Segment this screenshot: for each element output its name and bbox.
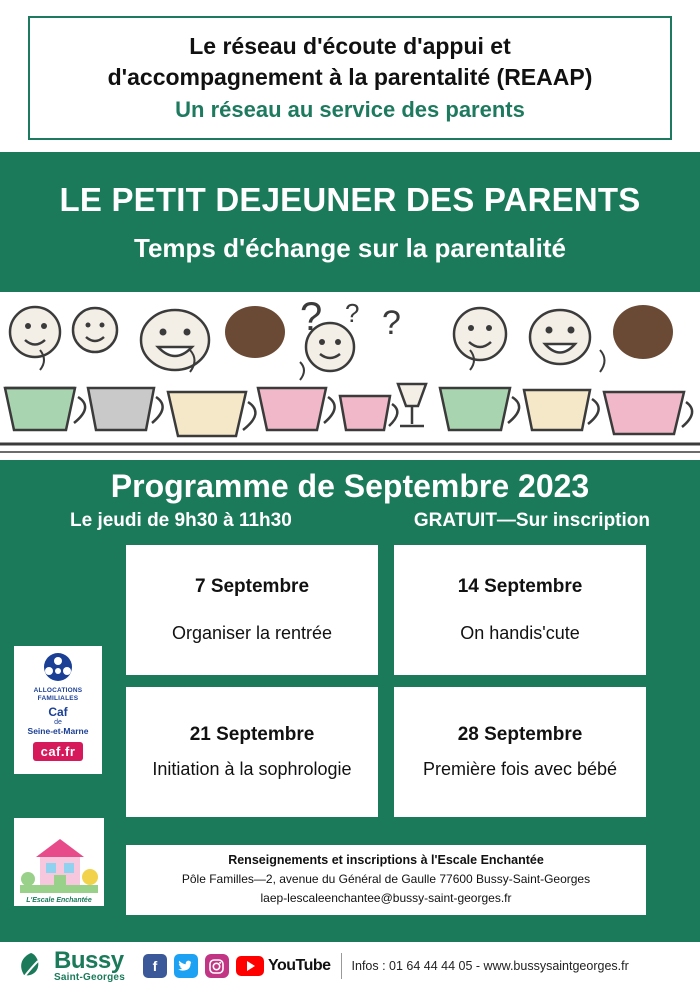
caf-label: Caf bbox=[48, 705, 68, 720]
session-date: 14 Septembre bbox=[457, 575, 583, 597]
session-card bbox=[126, 687, 378, 817]
session-date: 7 Septembre bbox=[194, 575, 310, 597]
session-date: 28 Septembre bbox=[457, 723, 583, 745]
caf-emblem-icon bbox=[36, 651, 80, 687]
footer-infos: Infos : 01 64 44 44 05 - www.bussysaintgeorges.fr bbox=[351, 959, 629, 973]
youtube-link[interactable] bbox=[236, 956, 331, 976]
title-band bbox=[0, 152, 700, 292]
contact-email[interactable]: laep-lescaleenchantee@bussy-saint-georges.fr bbox=[260, 891, 512, 906]
header-box bbox=[28, 16, 672, 140]
city-name: Bussy bbox=[54, 947, 124, 974]
contact-address: Pôle Familles—2, avenue du Général de Gaulle 77600 Bussy-Saint-Georges bbox=[181, 872, 591, 887]
session-date: 21 Septembre bbox=[189, 723, 315, 745]
contact-title: Renseignements et inscriptions à l'Escale Enchantée bbox=[228, 853, 544, 868]
session-topic: Organiser la rentrée bbox=[171, 623, 333, 644]
illustration-svg bbox=[0, 292, 700, 460]
header-subtitle: Un réseau au service des parents bbox=[175, 97, 525, 123]
svg-text:?: ? bbox=[345, 298, 360, 328]
caf-url-badge[interactable]: caf.fr bbox=[33, 742, 84, 761]
session-card bbox=[126, 545, 378, 675]
facebook-glyph: f bbox=[152, 958, 158, 974]
twitter-bird-glyph bbox=[178, 960, 193, 973]
session-card bbox=[394, 545, 646, 675]
bussy-leaf-icon bbox=[14, 949, 48, 983]
program-info-row bbox=[70, 510, 650, 532]
youtube-label: YouTube bbox=[267, 957, 331, 974]
caf-allocations-label: ALLOCATIONS FAMILIALES bbox=[33, 687, 83, 703]
poster-title: LE PETIT DEJEUNER DES PARENTS bbox=[59, 180, 641, 218]
session-topic: On handis'cute bbox=[460, 623, 580, 644]
caf-departement-label: Seine-et-Marne bbox=[27, 726, 89, 737]
session-card bbox=[394, 687, 646, 817]
instagram-glyph bbox=[209, 959, 224, 974]
sessions-grid bbox=[126, 545, 646, 817]
city-subname: Saint-Georges bbox=[54, 972, 125, 983]
coffee-cups-illustration bbox=[0, 292, 700, 460]
program-section bbox=[0, 460, 700, 942]
house-illustration-icon bbox=[16, 827, 102, 897]
header-line-2: d'accompagnement à la parentalité (REAAP) bbox=[107, 63, 593, 90]
header-line-1: Le réseau d'écoute d'appui et bbox=[189, 33, 511, 60]
facebook-icon[interactable] bbox=[143, 954, 167, 978]
instagram-icon[interactable] bbox=[205, 954, 229, 978]
caf-de-label: de bbox=[54, 719, 62, 727]
caf-logo bbox=[14, 646, 102, 774]
escale-caption: L'Escale Enchantée bbox=[26, 897, 92, 904]
twitter-icon[interactable] bbox=[174, 954, 198, 978]
poster-subtitle: Temps d'échange sur la parentalité bbox=[134, 232, 566, 263]
escale-enchantee-logo bbox=[14, 818, 104, 906]
program-title: Programme de Septembre 2023 bbox=[110, 468, 590, 504]
social-links bbox=[143, 954, 331, 978]
svg-text:?: ? bbox=[382, 304, 401, 342]
session-topic: Première fois avec bébé bbox=[422, 759, 618, 780]
svg-text:?: ? bbox=[300, 295, 323, 339]
bussy-logo bbox=[14, 949, 125, 983]
contact-box bbox=[126, 845, 646, 915]
footer-divider bbox=[341, 953, 342, 979]
youtube-icon bbox=[236, 956, 264, 976]
footer-bar bbox=[0, 942, 700, 990]
session-topic: Initiation à la sophrologie bbox=[152, 759, 352, 780]
program-price: GRATUIT—Sur inscription bbox=[413, 510, 650, 531]
program-schedule: Le jeudi de 9h30 à 11h30 bbox=[70, 510, 292, 531]
